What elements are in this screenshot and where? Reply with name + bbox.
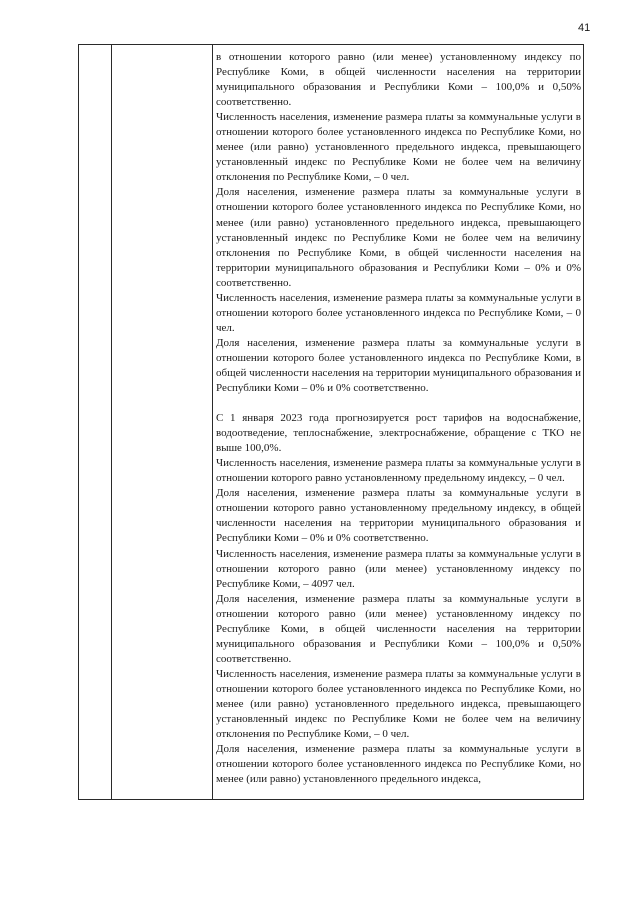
paragraph-6: С 1 января 2023 года прогнозируется рост тарифов на водоснабжение, водоотведение, теплоснабжение, электроснабжение, обращение с ТКО не выше 100,0%. xyxy=(216,412,581,455)
paragraph-4: Численность населения, изменение размера платы за коммунальные услуги в отношении которого более установленного индекса по Республике Коми, – 0 чел. xyxy=(216,291,581,334)
paragraph-1: в отношении которого равно (или менее) установленному индексу по Республике Коми, в общей численности населения на территории муниципального образования и Республики Коми – 100,0% и 0,50% соответственно. xyxy=(216,51,581,109)
paragraph-9: Численность населения, изменение размера платы за коммунальные услуги в отношении которого равно (или менее) установленному индексу по Республике Коми, – 4097 чел. xyxy=(216,547,581,590)
paragraph-5: Доля населения, изменение размера платы за коммунальные услуги в отношении которого более установленного индекса по Республике Коми, в общей численности населения на территории муниципального образования и Республики Коми – 0% и 0% соответственно. xyxy=(216,336,581,395)
paragraph-2: Численность населения, изменение размера платы за коммунальные услуги в отношении которого более установленного индекса по Республике Коми, но менее (или равно) установленного предельного индекса, превышающего установленный индекс по Республике Коми не более чем на величину отклонения по Республике Коми, – 0 чел. xyxy=(216,111,581,184)
paragraph-11: Численность населения, изменение размера платы за коммунальные услуги в отношении которого более установленного индекса по Республике Коми, но менее (или равно) установленного предельного индекса, превышающего установленный индекс по Республике Коми не более чем на величину отклонения по Республике Коми, – 0 чел. xyxy=(216,667,581,741)
content-cell xyxy=(216,50,581,787)
column-divider-2 xyxy=(212,45,213,799)
paragraph-12: Доля населения, изменение размера платы за коммунальные услуги в отношении которого более установленного индекса по Республике Коми, но менее (или равно) установленного предельного индекса, xyxy=(216,743,581,786)
document-table xyxy=(78,44,584,800)
paragraph-10: Доля населения, изменение размера платы за коммунальные услуги в отношении которого равно (или менее) установленному индексу по Республике Коми, в общей численности населения на территории муниципального образования и Республики Коми – 100,0% и 0,50% соответственно. xyxy=(216,592,581,665)
paragraph-7: Численность населения, изменение размера платы за коммунальные услуги в отношении которого равно установленному предельному индексу, – 0 чел. xyxy=(216,457,581,485)
column-divider-1 xyxy=(111,45,112,799)
paragraph-3: Доля населения, изменение размера платы за коммунальные услуги в отношении которого более установленного индекса по Республике Коми, но менее (или равно) установленного предельного индекса, превышающего установленный индекс по Республике Коми не более чем на величину отклонения по Республике Коми, в общей численности населения на территории муниципального образования и Республики Коми – 0% и 0% соответственно. xyxy=(216,186,581,289)
page-number: 41 xyxy=(578,22,591,34)
paragraph-8: Доля населения, изменение размера платы за коммунальные услуги в отношении которого равно установленному предельному индексу, в общей численности населения на территории муниципального образования и Республики Коми – 0% и 0% соответственно. xyxy=(216,487,581,545)
